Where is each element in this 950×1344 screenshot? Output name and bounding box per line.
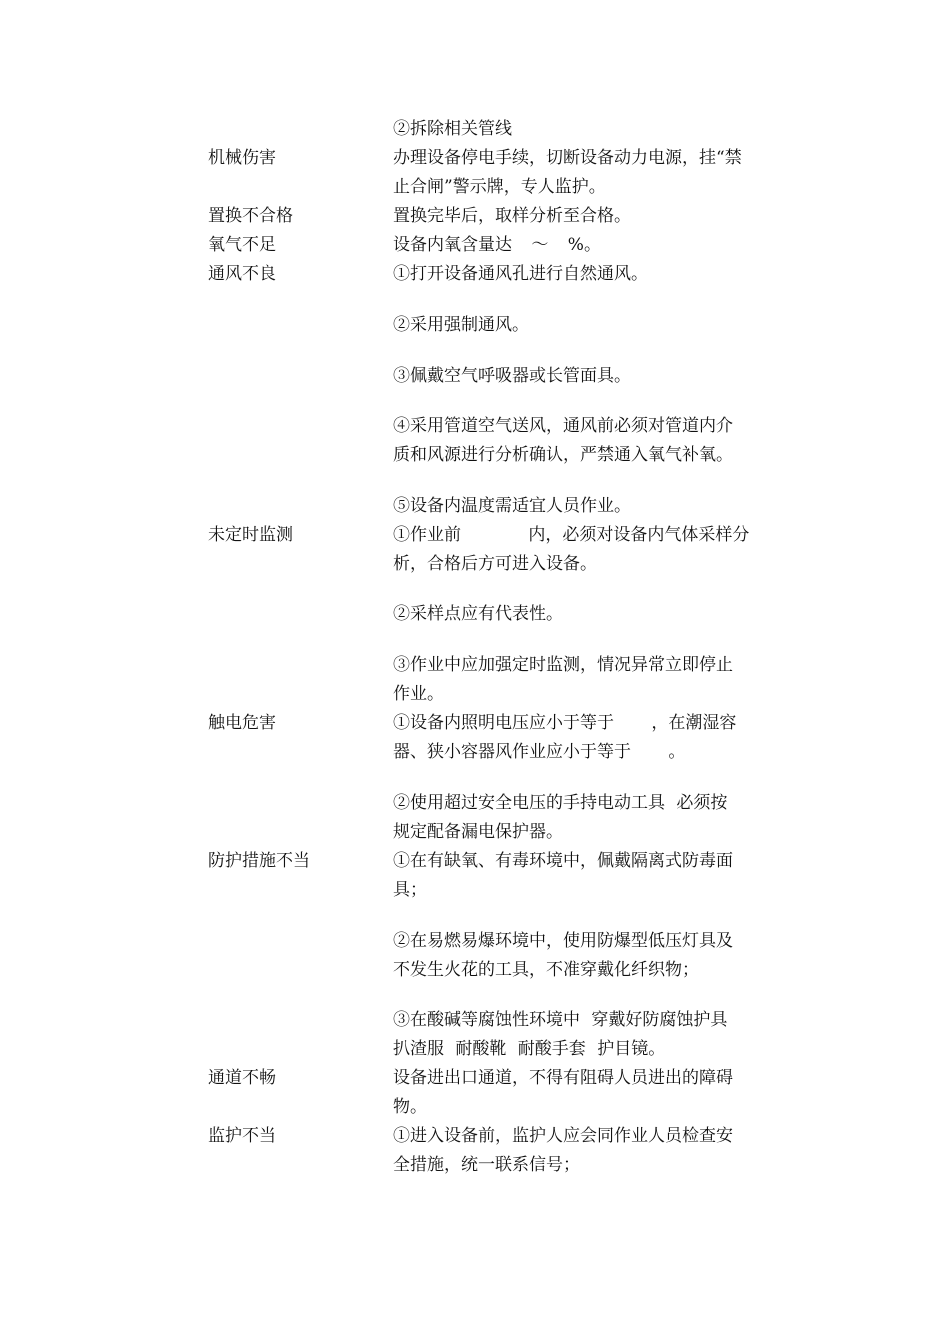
measure-line: ③作业中应加强定时监测，情况异常立即停止	[393, 655, 733, 675]
hazard-label: 防护措施不当	[208, 851, 310, 871]
measure-line: 析，合格后方可进入设备。	[393, 554, 597, 574]
measure-line: 规定配备漏电保护器。	[393, 822, 563, 842]
measure-line: 办理设备停电手续，切断设备动力电源，挂“禁	[393, 148, 742, 168]
measure-line: 止合闸”警示牌，专人监护。	[393, 177, 606, 197]
measure-line: ①在有缺氧、有毒环境中，佩戴隔离式防毒面	[393, 851, 733, 871]
hazard-label: 氧气不足	[208, 235, 276, 255]
measure-line: 器、狭小容器风作业应小于等于 。	[393, 742, 686, 762]
measure-line: 物。	[393, 1097, 427, 1117]
measure-line: ①打开设备通风孔进行自然通风。	[393, 264, 648, 284]
measure-line: ②拆除相关管线	[393, 119, 512, 139]
hazard-label: 机械伤害	[208, 148, 276, 168]
measure-line: 置换完毕后，取样分析至合格。	[393, 206, 631, 226]
hazard-label: 未定时监测	[208, 525, 293, 545]
measure-line: ③在酸碱等腐蚀性环境中 穿戴好防腐蚀护具	[393, 1010, 728, 1030]
measure-line: ①进入设备前，监护人应会同作业人员检查安	[393, 1126, 733, 1146]
hazard-label: 通道不畅	[208, 1068, 276, 1088]
measure-line: ④采用管道空气送风，通风前必须对管道内介	[393, 416, 733, 436]
measure-line: ①设备内照明电压应小于等于 ，在潮湿容	[393, 713, 737, 733]
hazard-label: 监护不当	[208, 1126, 276, 1146]
measure-line: ②采样点应有代表性。	[393, 604, 563, 624]
hazard-label: 通风不良	[208, 264, 276, 284]
measure-line: 设备内氧含量达 ～ %。	[393, 235, 601, 255]
hazard-label: 置换不合格	[208, 206, 293, 226]
measure-line: ⑤设备内温度需适宜人员作业。	[393, 496, 631, 516]
measure-line: 全措施，统一联系信号；	[393, 1155, 580, 1175]
measure-line: 作业。	[393, 684, 444, 704]
measure-line: ②使用超过安全电压的手持电动工具 必须按	[393, 793, 728, 813]
measure-line: ③佩戴空气呼吸器或长管面具。	[393, 366, 631, 386]
measure-line: 具；	[393, 880, 427, 900]
measure-line: 质和风源进行分析确认，严禁通入氧气补氧。	[393, 445, 733, 465]
measure-line: ①作业前 内，必须对设备内气体采样分	[393, 525, 750, 545]
measure-line: 设备进出口通道，不得有阻碍人员进出的障碍	[393, 1068, 733, 1088]
measure-line: ②在易燃易爆环境中，使用防爆型低压灯具及	[393, 931, 733, 951]
hazard-label: 触电危害	[208, 713, 276, 733]
measure-line: 扒渣服 耐酸靴 耐酸手套 护目镜。	[393, 1039, 666, 1059]
measure-line: 不发生火花的工具，不准穿戴化纤织物；	[393, 960, 699, 980]
measure-line: ②采用强制通风。	[393, 315, 529, 335]
